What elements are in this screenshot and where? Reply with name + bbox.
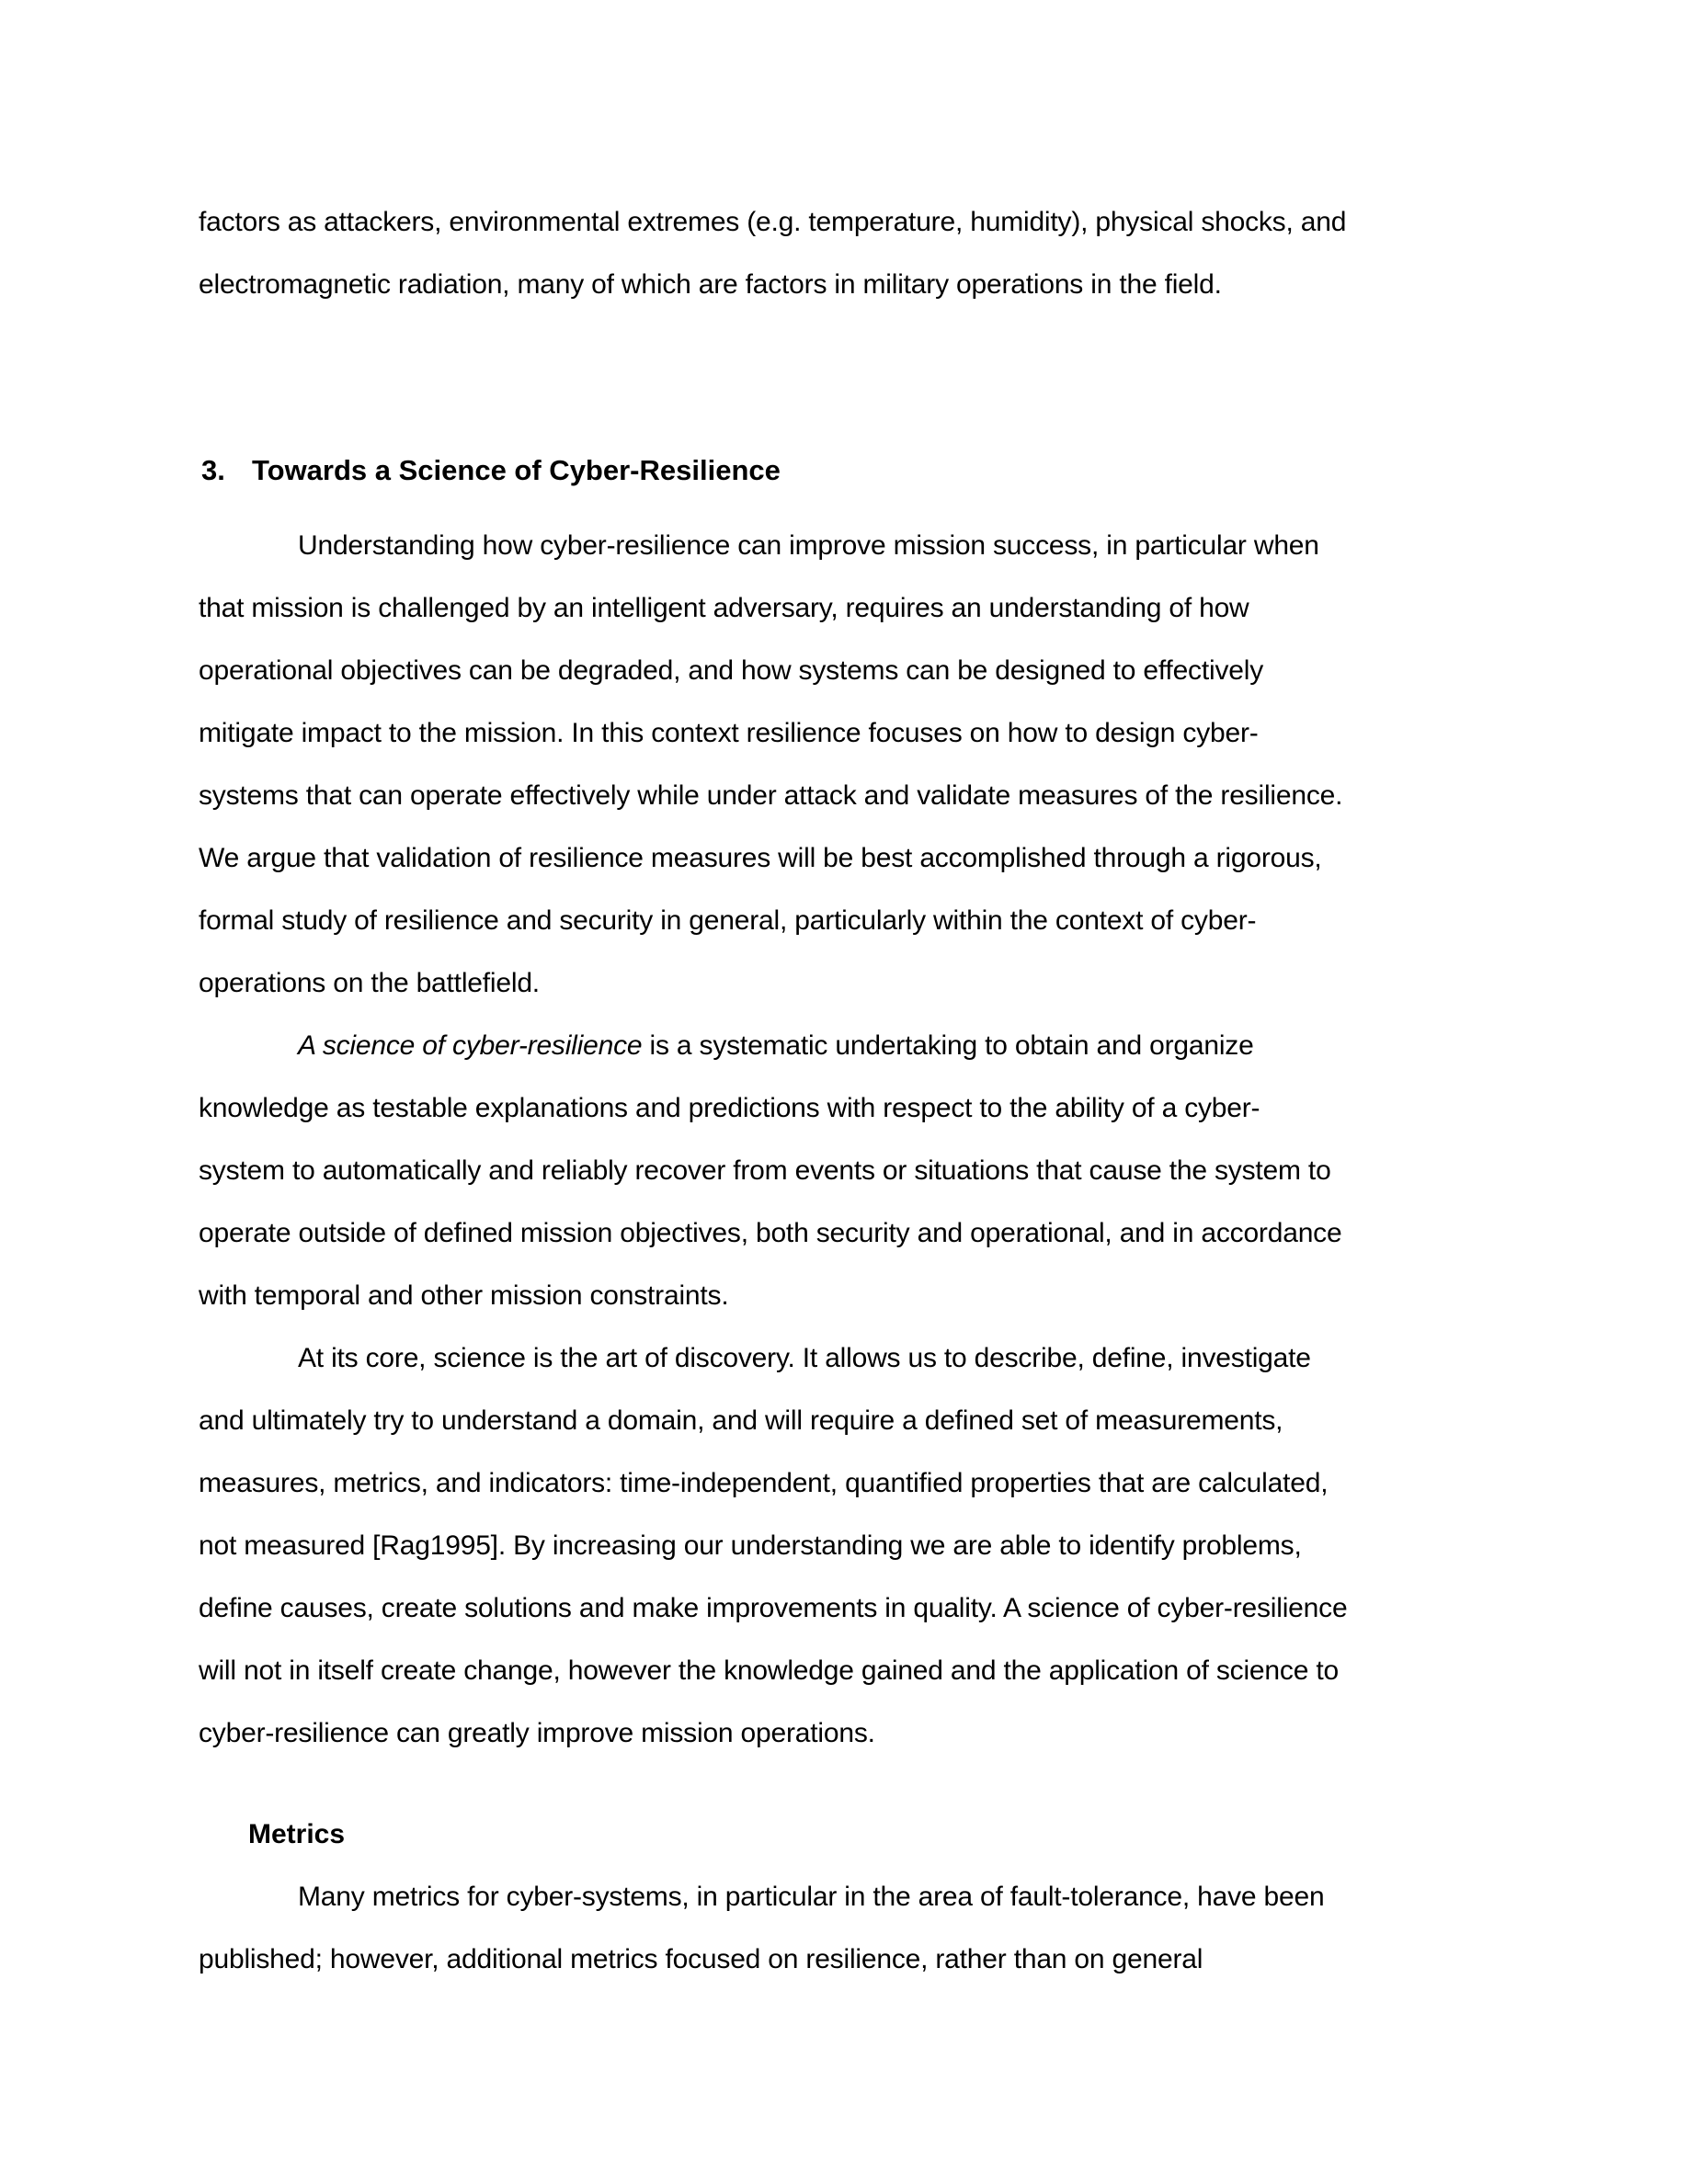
continuation-paragraph bbox=[199, 191, 1578, 316]
italic-term: A science of cyber-resilience bbox=[298, 1030, 643, 1061]
paragraph-understanding bbox=[199, 515, 1578, 1015]
text-line: cyber-resilience can greatly improve mission operations. bbox=[199, 1718, 875, 1748]
text-line bbox=[199, 1015, 1578, 1077]
section-heading bbox=[199, 439, 1578, 502]
text-line: will not in itself create change, however the knowledge gained and the application of science to bbox=[199, 1655, 1339, 1686]
text-line: not measured [Rag1995]. By increasing our understanding we are able to identify problems, bbox=[199, 1530, 1302, 1561]
text-line: operational objectives can be degraded, and how systems can be designed to effectively bbox=[199, 655, 1264, 686]
text-line: formal study of resilience and security in general, particularly within the context of cyber- bbox=[199, 905, 1257, 936]
text-line: define causes, create solutions and make improvements in quality. A science of cyber-resilience bbox=[199, 1593, 1348, 1623]
text-line: factors as attackers, environmental extremes (e.g. temperature, humidity), physical shocks, and bbox=[199, 207, 1347, 237]
metrics-subheading: Metrics bbox=[248, 1819, 346, 1849]
text-line: system to automatically and reliably recover from events or situations that cause the system to bbox=[199, 1155, 1331, 1186]
text-line: Many metrics for cyber-systems, in particular in the area of fault-tolerance, have been bbox=[298, 1882, 1325, 1912]
text-line: with temporal and other mission constraints. bbox=[199, 1280, 729, 1311]
paragraph-science-definition-continued bbox=[199, 1077, 1578, 1327]
text-line: At its core, science is the art of discovery. It allows us to describe, define, investigate bbox=[298, 1343, 1311, 1373]
paragraph-many-metrics bbox=[199, 1866, 1578, 1991]
text-line: We argue that validation of resilience measures will be best accomplished through a rigorous, bbox=[199, 843, 1322, 873]
text-line: operate outside of defined mission objectives, both security and operational, and in accordance bbox=[199, 1218, 1342, 1248]
text-line: knowledge as testable explanations and predictions with respect to the ability of a cyber- bbox=[199, 1093, 1260, 1123]
section-title: Towards a Science of Cyber-Resilience bbox=[252, 454, 781, 486]
text-line: mitigate impact to the mission. In this context resilience focuses on how to design cyber- bbox=[199, 718, 1259, 748]
text-line: published; however, additional metrics focused on resilience, rather than on general bbox=[199, 1944, 1203, 1974]
paragraph-science-definition bbox=[199, 1015, 1578, 1327]
text-line: operations on the battlefield. bbox=[199, 968, 540, 998]
text-line: and ultimately try to understand a domain, and will require a defined set of measurements, bbox=[199, 1405, 1283, 1436]
text-line: measures, metrics, and indicators: time-independent, quantified properties that are calculated, bbox=[199, 1468, 1329, 1498]
text-segment: is a systematic undertaking to obtain and organize bbox=[642, 1030, 1254, 1061]
text-line: systems that can operate effectively while under attack and validate measures of the resilience. bbox=[199, 780, 1343, 811]
text-line: Understanding how cyber-resilience can improve mission success, in particular when bbox=[298, 530, 1319, 561]
text-line: electromagnetic radiation, many of which are factors in military operations in the field. bbox=[199, 269, 1222, 300]
text-line: that mission is challenged by an intelligent adversary, requires an understanding of how bbox=[199, 593, 1249, 623]
paragraph-at-its-core bbox=[199, 1327, 1578, 1765]
section-number: 3. bbox=[201, 454, 225, 486]
